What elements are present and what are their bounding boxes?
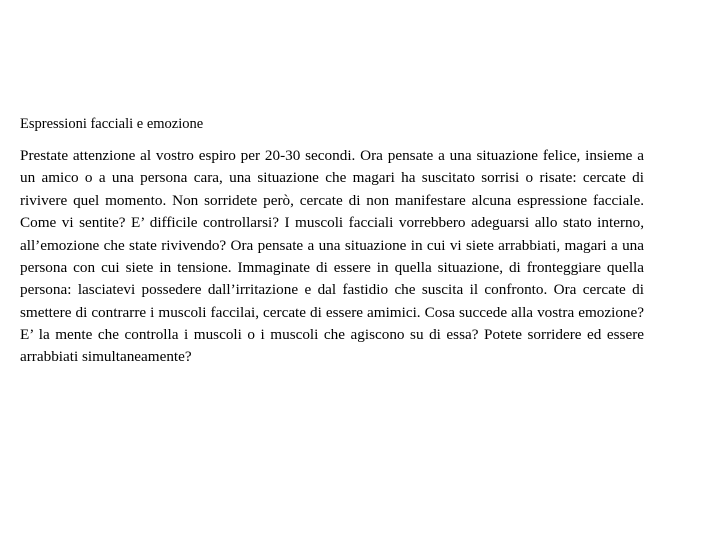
slide-body-paragraph: Prestate attenzione al vostro espiro per 20-30 secondi. Ora pensate a una situazione felice, insieme a un amico o a una persona cara, una situazione che magari ha suscitato sorrisi o risate: cercate di rivivere quel momento. Non sorridete però, cercate di non manifestare alcuna espressione facciale. Come vi sentite? E’ difficile controllarsi? I muscoli facciali vorrebbero adeguarsi allo stato interno, all’emozione che state rivivendo? Ora pensate a una situazione in cui vi siete arrabbiati, magari a una persona con cui siete in tensione. Immaginate di essere in quella situazione, di fronteggiare quella persona: lasciatevi possedere dall’irritazione e dal fastidio che suscita il confronto. Ora cercate di smettere di contrarre i muscoli faccilai, cercate di essere amimici. Cosa succede alla vostra emozione? E’ la mente che controlla i muscoli o i muscoli che agiscono su di essa? Potete sorridere ed essere arrabbiati simultaneamente? [20,147,644,366]
slide-title: Espressioni facciali e emozione [20,116,204,132]
text-content-block [20,115,644,369]
